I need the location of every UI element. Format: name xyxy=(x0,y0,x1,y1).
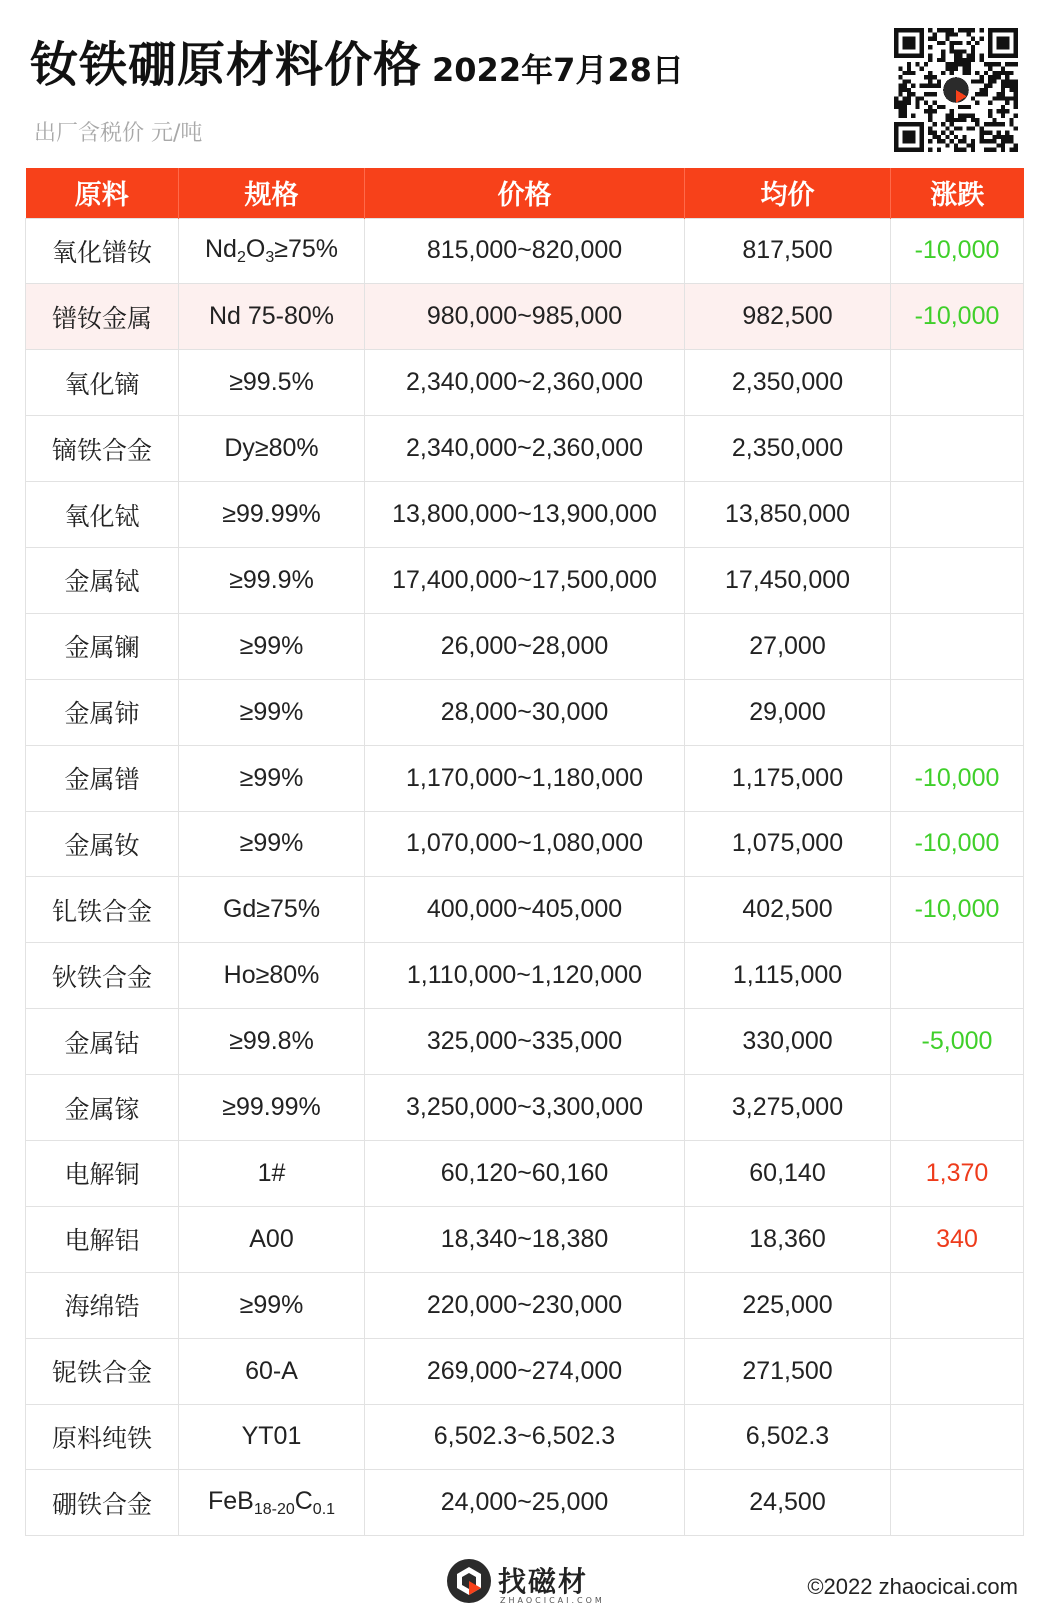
average-price-cell: 3,275,000 xyxy=(685,1075,891,1141)
spec-cell: Dy≥80% xyxy=(179,416,365,482)
material-name-cell: 电解铜 xyxy=(26,1140,179,1206)
average-price-cell: 27,000 xyxy=(685,613,891,679)
price-range-cell: 220,000~230,000 xyxy=(365,1272,685,1338)
price-range-cell: 6,502.3~6,502.3 xyxy=(365,1404,685,1470)
price-change-cell xyxy=(891,613,1024,679)
price-range-cell: 2,340,000~2,360,000 xyxy=(365,416,685,482)
column-header-price: 价格 xyxy=(365,168,685,218)
material-name-cell: 铌铁合金 xyxy=(26,1338,179,1404)
price-change-cell xyxy=(891,1075,1024,1141)
average-price-cell: 817,500 xyxy=(685,218,891,284)
price-range-cell: 1,110,000~1,120,000 xyxy=(365,943,685,1009)
price-change-cell xyxy=(891,350,1024,416)
price-change-cell: -10,000 xyxy=(891,811,1024,877)
page-header xyxy=(30,22,1020,162)
average-price-cell: 982,500 xyxy=(685,284,891,350)
price-range-cell: 1,070,000~1,080,000 xyxy=(365,811,685,877)
spec-cell: ≥99.99% xyxy=(179,482,365,548)
average-price-cell: 2,350,000 xyxy=(685,416,891,482)
title-main: 钕铁硼原材料价格 xyxy=(30,37,423,93)
average-price-cell: 17,450,000 xyxy=(685,547,891,613)
average-price-cell: 225,000 xyxy=(685,1272,891,1338)
spec-cell: ≥99% xyxy=(179,679,365,745)
price-range-cell: 980,000~985,000 xyxy=(365,284,685,350)
table-row xyxy=(26,1470,1024,1536)
price-change-cell xyxy=(891,943,1024,1009)
material-name-cell: 金属镨 xyxy=(26,745,179,811)
spec-cell: Ho≥80% xyxy=(179,943,365,1009)
spec-cell: ≥99.99% xyxy=(179,1075,365,1141)
price-table xyxy=(25,168,1024,1536)
table-row xyxy=(26,679,1024,745)
spec-cell: 60-A xyxy=(179,1338,365,1404)
material-name-cell: 金属钕 xyxy=(26,811,179,877)
table-row xyxy=(26,943,1024,1009)
spec-cell: Gd≥75% xyxy=(179,877,365,943)
average-price-cell: 330,000 xyxy=(685,1009,891,1075)
table-row xyxy=(26,613,1024,679)
title-date: 2022年7月28日 xyxy=(432,51,684,89)
table-row xyxy=(26,218,1024,284)
material-name-cell: 金属铈 xyxy=(26,679,179,745)
table-row xyxy=(26,416,1024,482)
material-name-cell: 电解铝 xyxy=(26,1206,179,1272)
price-range-cell: 400,000~405,000 xyxy=(365,877,685,943)
spec-cell: YT01 xyxy=(179,1404,365,1470)
spec-cell: ≥99.5% xyxy=(179,350,365,416)
column-header-spec: 规格 xyxy=(179,168,365,218)
spec-cell: ≥99% xyxy=(179,613,365,679)
average-price-cell: 29,000 xyxy=(685,679,891,745)
table-row xyxy=(26,1140,1024,1206)
price-change-cell: 340 xyxy=(891,1206,1024,1272)
table-row xyxy=(26,811,1024,877)
average-price-cell: 24,500 xyxy=(685,1470,891,1536)
price-range-cell: 1,170,000~1,180,000 xyxy=(365,745,685,811)
material-name-cell: 金属镓 xyxy=(26,1075,179,1141)
table-row xyxy=(26,284,1024,350)
table-header-row xyxy=(26,168,1024,218)
price-change-cell xyxy=(891,1338,1024,1404)
table-row xyxy=(26,547,1024,613)
table-row xyxy=(26,350,1024,416)
material-name-cell: 氧化镨钕 xyxy=(26,218,179,284)
price-range-cell: 60,120~60,160 xyxy=(365,1140,685,1206)
table-row xyxy=(26,1009,1024,1075)
spec-cell: $Nd_2O_3\ge 75\%$ xyxy=(179,218,365,284)
price-range-cell: 325,000~335,000 xyxy=(365,1009,685,1075)
spec-cell: ≥99.9% xyxy=(179,547,365,613)
price-range-cell: 18,340~18,380 xyxy=(365,1206,685,1272)
average-price-cell: 271,500 xyxy=(685,1338,891,1404)
price-unit-note: 出厂含税价 元/吨 xyxy=(34,121,203,146)
qr-code-icon xyxy=(894,28,1018,152)
table-row xyxy=(26,877,1024,943)
column-header-material: 原料 xyxy=(26,168,179,218)
page-footer xyxy=(0,1550,1048,1620)
material-name-cell: 金属钴 xyxy=(26,1009,179,1075)
column-header-average: 均价 xyxy=(685,168,891,218)
material-name-cell: 金属镧 xyxy=(26,613,179,679)
average-price-cell: 18,360 xyxy=(685,1206,891,1272)
logo-text: 找磁材 xyxy=(498,1565,589,1598)
material-name-cell: 镨钕金属 xyxy=(26,284,179,350)
average-price-cell: 2,350,000 xyxy=(685,350,891,416)
average-price-cell: 402,500 xyxy=(685,877,891,943)
price-change-cell: -10,000 xyxy=(891,284,1024,350)
material-name-cell: 钬铁合金 xyxy=(26,943,179,1009)
average-price-cell: 60,140 xyxy=(685,1140,891,1206)
table-row xyxy=(26,1206,1024,1272)
material-name-cell: 钆铁合金 xyxy=(26,877,179,943)
table-row xyxy=(26,1338,1024,1404)
spec-cell: $FeB_{18-20}C_{0.1}$ xyxy=(179,1470,365,1536)
price-change-cell xyxy=(891,1272,1024,1338)
zhaocicai-logo-icon xyxy=(446,1558,492,1604)
price-range-cell: 26,000~28,000 xyxy=(365,613,685,679)
table-row xyxy=(26,482,1024,548)
price-range-cell: 2,340,000~2,360,000 xyxy=(365,350,685,416)
average-price-cell: 13,850,000 xyxy=(685,482,891,548)
price-table-container xyxy=(25,168,1023,1536)
price-range-cell: 3,250,000~3,300,000 xyxy=(365,1075,685,1141)
price-change-cell xyxy=(891,416,1024,482)
logo-subtext: ZHAOCICAI.COM xyxy=(500,1596,605,1605)
material-name-cell: 原料纯铁 xyxy=(26,1404,179,1470)
price-change-cell xyxy=(891,679,1024,745)
table-row xyxy=(26,745,1024,811)
column-header-change: 涨跌 xyxy=(891,168,1024,218)
copyright-text: ©2022 zhaocicai.com xyxy=(807,1574,1018,1599)
spec-cell: ≥99% xyxy=(179,745,365,811)
table-row xyxy=(26,1075,1024,1141)
price-change-cell xyxy=(891,1470,1024,1536)
spec-cell: Nd 75-80% xyxy=(179,284,365,350)
material-name-cell: 金属铽 xyxy=(26,547,179,613)
material-name-cell: 硼铁合金 xyxy=(26,1470,179,1536)
spec-cell: ≥99% xyxy=(179,1272,365,1338)
price-change-cell: 1,370 xyxy=(891,1140,1024,1206)
price-change-cell: -10,000 xyxy=(891,877,1024,943)
page-title xyxy=(30,26,684,95)
spec-cell: ≥99% xyxy=(179,811,365,877)
average-price-cell: 1,115,000 xyxy=(685,943,891,1009)
spec-cell: 1# xyxy=(179,1140,365,1206)
price-range-cell: 269,000~274,000 xyxy=(365,1338,685,1404)
average-price-cell: 1,175,000 xyxy=(685,745,891,811)
price-change-cell xyxy=(891,482,1024,548)
spec-cell: ≥99.8% xyxy=(179,1009,365,1075)
price-change-cell: -10,000 xyxy=(891,745,1024,811)
table-row xyxy=(26,1404,1024,1470)
price-range-cell: 13,800,000~13,900,000 xyxy=(365,482,685,548)
price-range-cell: 17,400,000~17,500,000 xyxy=(365,547,685,613)
price-range-cell: 28,000~30,000 xyxy=(365,679,685,745)
average-price-cell: 1,075,000 xyxy=(685,811,891,877)
price-change-cell: -5,000 xyxy=(891,1009,1024,1075)
table-row xyxy=(26,1272,1024,1338)
average-price-cell: 6,502.3 xyxy=(685,1404,891,1470)
price-change-cell xyxy=(891,547,1024,613)
price-range-cell: 815,000~820,000 xyxy=(365,218,685,284)
material-name-cell: 海绵锆 xyxy=(26,1272,179,1338)
price-change-cell xyxy=(891,1404,1024,1470)
price-range-cell: 24,000~25,000 xyxy=(365,1470,685,1536)
material-name-cell: 镝铁合金 xyxy=(26,416,179,482)
material-name-cell: 氧化铽 xyxy=(26,482,179,548)
spec-cell: A00 xyxy=(179,1206,365,1272)
price-change-cell: -10,000 xyxy=(891,218,1024,284)
material-name-cell: 氧化镝 xyxy=(26,350,179,416)
